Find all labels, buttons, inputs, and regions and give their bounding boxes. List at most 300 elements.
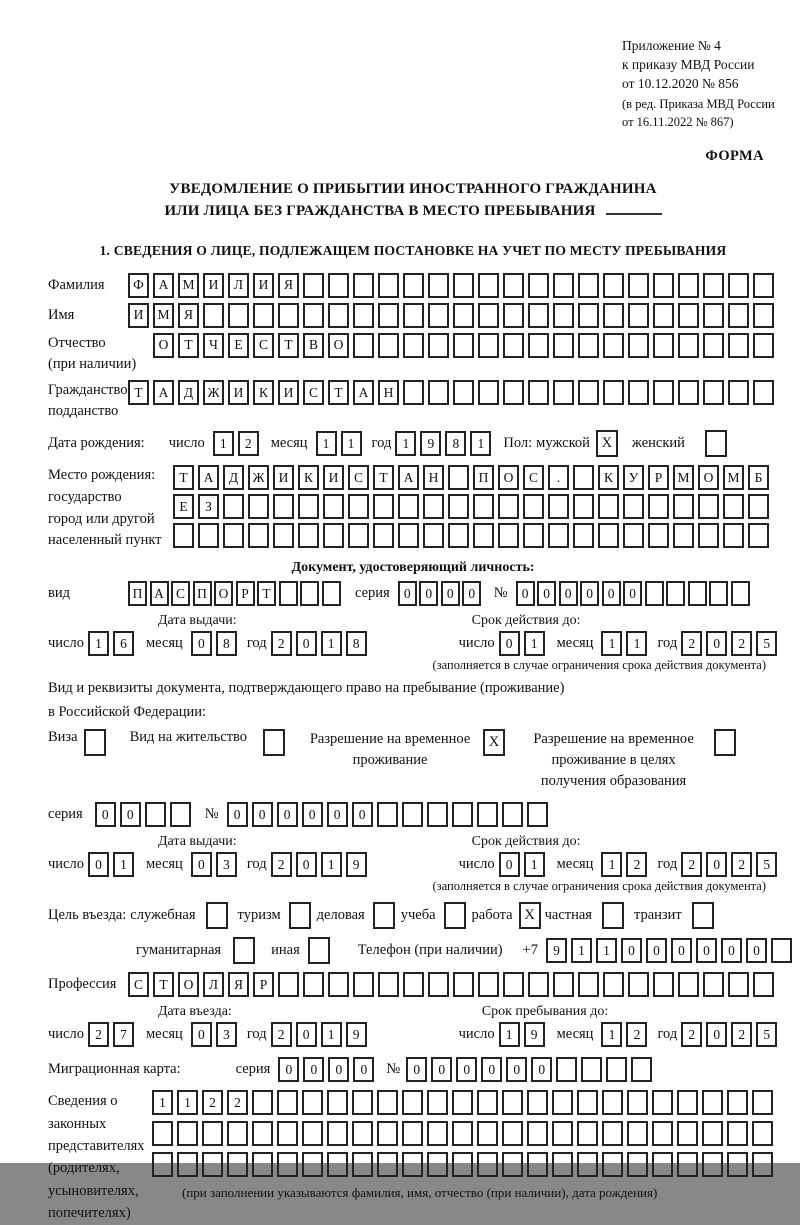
char-cell[interactable] <box>478 273 499 298</box>
char-cell[interactable]: 2 <box>731 1022 752 1047</box>
doc-series-boxes[interactable] <box>398 581 484 606</box>
char-cell[interactable]: 2 <box>238 431 259 456</box>
char-cell[interactable] <box>677 1121 698 1146</box>
char-cell[interactable]: 0 <box>706 1022 727 1047</box>
char-cell[interactable]: 0 <box>721 938 742 963</box>
char-cell[interactable]: И <box>228 380 249 405</box>
char-cell[interactable] <box>478 972 499 997</box>
permit-issue-day[interactable] <box>88 852 138 877</box>
char-cell[interactable] <box>327 1152 348 1177</box>
char-cell[interactable] <box>728 380 749 405</box>
char-cell[interactable]: К <box>598 465 619 490</box>
char-cell[interactable]: 0 <box>191 1022 212 1047</box>
purpose-work-checkbox[interactable]: X <box>519 902 541 929</box>
char-cell[interactable] <box>503 303 524 328</box>
purpose-study-checkbox[interactable] <box>444 902 466 929</box>
char-cell[interactable] <box>353 972 374 997</box>
char-cell[interactable] <box>202 1121 223 1146</box>
char-cell[interactable] <box>373 523 394 548</box>
residence-permit-checkbox[interactable] <box>263 729 285 756</box>
char-cell[interactable] <box>653 333 674 358</box>
entry-month[interactable] <box>191 1022 241 1047</box>
char-cell[interactable] <box>428 273 449 298</box>
char-cell[interactable]: Я <box>278 273 299 298</box>
char-cell[interactable] <box>323 523 344 548</box>
patronymic-boxes[interactable] <box>153 333 778 358</box>
char-cell[interactable]: Р <box>648 465 669 490</box>
char-cell[interactable] <box>753 303 774 328</box>
char-cell[interactable]: 0 <box>296 631 317 656</box>
char-cell[interactable] <box>627 1090 648 1115</box>
female-checkbox[interactable] <box>705 430 727 457</box>
char-cell[interactable]: 5 <box>756 1022 777 1047</box>
char-cell[interactable] <box>578 303 599 328</box>
char-cell[interactable] <box>573 465 594 490</box>
char-cell[interactable]: Я <box>178 303 199 328</box>
char-cell[interactable] <box>753 380 774 405</box>
char-cell[interactable] <box>728 303 749 328</box>
char-cell[interactable]: М <box>673 465 694 490</box>
char-cell[interactable] <box>527 802 548 827</box>
doc-valid-year[interactable] <box>681 631 781 656</box>
char-cell[interactable] <box>753 972 774 997</box>
char-cell[interactable]: К <box>253 380 274 405</box>
char-cell[interactable]: 9 <box>346 1022 367 1047</box>
char-cell[interactable] <box>248 494 269 519</box>
char-cell[interactable] <box>703 972 724 997</box>
char-cell[interactable] <box>702 1090 723 1115</box>
permit-number-boxes[interactable] <box>227 802 552 827</box>
char-cell[interactable] <box>727 1121 748 1146</box>
char-cell[interactable]: 2 <box>731 631 752 656</box>
char-cell[interactable]: 1 <box>341 431 362 456</box>
char-cell[interactable]: 0 <box>327 802 348 827</box>
char-cell[interactable] <box>223 523 244 548</box>
char-cell[interactable]: 0 <box>302 802 323 827</box>
char-cell[interactable] <box>352 1090 373 1115</box>
char-cell[interactable] <box>528 380 549 405</box>
char-cell[interactable]: К <box>298 465 319 490</box>
char-cell[interactable]: 1 <box>626 631 647 656</box>
char-cell[interactable]: 5 <box>756 631 777 656</box>
char-cell[interactable]: 0 <box>481 1057 502 1082</box>
char-cell[interactable] <box>478 380 499 405</box>
char-cell[interactable] <box>528 972 549 997</box>
char-cell[interactable] <box>177 1121 198 1146</box>
char-cell[interactable] <box>552 1090 573 1115</box>
char-cell[interactable] <box>403 972 424 997</box>
char-cell[interactable] <box>728 273 749 298</box>
char-cell[interactable]: М <box>153 303 174 328</box>
surname-boxes[interactable] <box>128 273 778 298</box>
char-cell[interactable]: 8 <box>445 431 466 456</box>
char-cell[interactable] <box>373 494 394 519</box>
char-cell[interactable] <box>598 523 619 548</box>
char-cell[interactable] <box>652 1152 673 1177</box>
char-cell[interactable] <box>553 273 574 298</box>
char-cell[interactable]: 0 <box>353 1057 374 1082</box>
legal-reps-boxes-row2[interactable] <box>152 1121 777 1146</box>
char-cell[interactable] <box>527 1121 548 1146</box>
temp-permit-edu-checkbox[interactable] <box>714 729 736 756</box>
char-cell[interactable] <box>602 1121 623 1146</box>
legal-reps-boxes-row3[interactable] <box>152 1152 777 1177</box>
char-cell[interactable]: 2 <box>731 852 752 877</box>
char-cell[interactable] <box>498 523 519 548</box>
char-cell[interactable] <box>573 523 594 548</box>
char-cell[interactable] <box>523 523 544 548</box>
char-cell[interactable] <box>703 273 724 298</box>
char-cell[interactable] <box>478 333 499 358</box>
char-cell[interactable]: П <box>473 465 494 490</box>
permit-issue-month[interactable] <box>191 852 241 877</box>
char-cell[interactable] <box>348 523 369 548</box>
char-cell[interactable] <box>145 802 166 827</box>
char-cell[interactable] <box>581 1057 602 1082</box>
char-cell[interactable] <box>703 303 724 328</box>
char-cell[interactable]: 0 <box>398 581 417 606</box>
char-cell[interactable] <box>452 802 473 827</box>
char-cell[interactable] <box>752 1090 773 1115</box>
char-cell[interactable] <box>728 972 749 997</box>
char-cell[interactable] <box>252 1152 273 1177</box>
char-cell[interactable]: 2 <box>227 1090 248 1115</box>
char-cell[interactable] <box>428 303 449 328</box>
char-cell[interactable] <box>378 303 399 328</box>
char-cell[interactable]: Ж <box>248 465 269 490</box>
char-cell[interactable] <box>352 1121 373 1146</box>
char-cell[interactable] <box>427 1121 448 1146</box>
char-cell[interactable] <box>653 273 674 298</box>
char-cell[interactable] <box>552 1152 573 1177</box>
permit-issue-year[interactable] <box>271 852 371 877</box>
char-cell[interactable] <box>648 494 669 519</box>
char-cell[interactable] <box>728 333 749 358</box>
char-cell[interactable] <box>423 494 444 519</box>
char-cell[interactable]: 1 <box>113 852 134 877</box>
char-cell[interactable]: А <box>153 380 174 405</box>
legal-reps-boxes-row1[interactable] <box>152 1090 777 1115</box>
char-cell[interactable] <box>628 303 649 328</box>
stay-month[interactable] <box>601 1022 651 1047</box>
char-cell[interactable] <box>403 273 424 298</box>
char-cell[interactable] <box>528 273 549 298</box>
char-cell[interactable] <box>753 333 774 358</box>
purpose-private-checkbox[interactable] <box>602 902 624 929</box>
char-cell[interactable]: 2 <box>681 1022 702 1047</box>
char-cell[interactable] <box>253 303 274 328</box>
char-cell[interactable]: 1 <box>601 1022 622 1047</box>
char-cell[interactable]: 2 <box>681 852 702 877</box>
char-cell[interactable] <box>606 1057 627 1082</box>
char-cell[interactable] <box>502 802 523 827</box>
char-cell[interactable] <box>666 581 685 606</box>
char-cell[interactable]: П <box>193 581 212 606</box>
char-cell[interactable]: Я <box>228 972 249 997</box>
char-cell[interactable] <box>498 494 519 519</box>
char-cell[interactable] <box>727 1090 748 1115</box>
char-cell[interactable] <box>578 273 599 298</box>
migration-number-boxes[interactable] <box>406 1057 656 1082</box>
char-cell[interactable]: 1 <box>601 852 622 877</box>
char-cell[interactable]: С <box>523 465 544 490</box>
char-cell[interactable] <box>678 273 699 298</box>
char-cell[interactable]: 1 <box>524 852 545 877</box>
char-cell[interactable]: Т <box>278 333 299 358</box>
char-cell[interactable]: В <box>303 333 324 358</box>
char-cell[interactable]: О <box>214 581 233 606</box>
char-cell[interactable]: А <box>198 465 219 490</box>
char-cell[interactable]: С <box>171 581 190 606</box>
doc-number-boxes[interactable] <box>516 581 753 606</box>
char-cell[interactable] <box>503 273 524 298</box>
permit-valid-day[interactable] <box>499 852 549 877</box>
citizenship-boxes[interactable] <box>128 380 778 405</box>
char-cell[interactable] <box>673 523 694 548</box>
char-cell[interactable] <box>653 380 674 405</box>
char-cell[interactable] <box>328 972 349 997</box>
visa-checkbox[interactable] <box>84 729 106 756</box>
char-cell[interactable]: 1 <box>499 1022 520 1047</box>
char-cell[interactable] <box>352 1152 373 1177</box>
char-cell[interactable] <box>453 380 474 405</box>
char-cell[interactable] <box>528 303 549 328</box>
char-cell[interactable]: Т <box>178 333 199 358</box>
char-cell[interactable]: 0 <box>95 802 116 827</box>
birth-day-boxes[interactable] <box>213 431 263 456</box>
char-cell[interactable]: С <box>348 465 369 490</box>
char-cell[interactable] <box>753 273 774 298</box>
char-cell[interactable] <box>227 1121 248 1146</box>
char-cell[interactable]: 1 <box>321 852 342 877</box>
char-cell[interactable] <box>277 1121 298 1146</box>
char-cell[interactable]: Ф <box>128 273 149 298</box>
char-cell[interactable]: 0 <box>621 938 642 963</box>
char-cell[interactable] <box>552 1121 573 1146</box>
char-cell[interactable]: 0 <box>531 1057 552 1082</box>
char-cell[interactable] <box>273 523 294 548</box>
char-cell[interactable] <box>553 380 574 405</box>
phone-boxes[interactable] <box>546 938 796 963</box>
char-cell[interactable] <box>602 1152 623 1177</box>
char-cell[interactable]: Т <box>173 465 194 490</box>
char-cell[interactable]: 2 <box>681 631 702 656</box>
char-cell[interactable]: И <box>323 465 344 490</box>
char-cell[interactable]: 0 <box>419 581 438 606</box>
char-cell[interactable] <box>603 333 624 358</box>
char-cell[interactable] <box>577 1152 598 1177</box>
char-cell[interactable]: Н <box>423 465 444 490</box>
char-cell[interactable]: И <box>253 273 274 298</box>
char-cell[interactable] <box>423 523 444 548</box>
char-cell[interactable] <box>453 333 474 358</box>
char-cell[interactable]: 1 <box>213 431 234 456</box>
char-cell[interactable] <box>648 523 669 548</box>
char-cell[interactable]: 0 <box>303 1057 324 1082</box>
char-cell[interactable] <box>303 972 324 997</box>
char-cell[interactable] <box>702 1121 723 1146</box>
char-cell[interactable]: 0 <box>746 938 767 963</box>
char-cell[interactable]: 7 <box>113 1022 134 1047</box>
char-cell[interactable]: 0 <box>499 631 520 656</box>
char-cell[interactable] <box>702 1152 723 1177</box>
char-cell[interactable]: 0 <box>602 581 621 606</box>
char-cell[interactable] <box>603 972 624 997</box>
char-cell[interactable] <box>553 333 574 358</box>
char-cell[interactable] <box>202 1152 223 1177</box>
char-cell[interactable]: 1 <box>470 431 491 456</box>
char-cell[interactable]: О <box>698 465 719 490</box>
char-cell[interactable]: 0 <box>516 581 535 606</box>
stay-year[interactable] <box>681 1022 781 1047</box>
char-cell[interactable] <box>652 1090 673 1115</box>
char-cell[interactable] <box>302 1090 323 1115</box>
char-cell[interactable] <box>327 1121 348 1146</box>
char-cell[interactable]: У <box>623 465 644 490</box>
char-cell[interactable]: О <box>153 333 174 358</box>
permit-valid-year[interactable] <box>681 852 781 877</box>
char-cell[interactable]: Ж <box>203 380 224 405</box>
char-cell[interactable]: Ч <box>203 333 224 358</box>
char-cell[interactable]: Е <box>228 333 249 358</box>
char-cell[interactable]: 0 <box>696 938 717 963</box>
char-cell[interactable] <box>631 1057 652 1082</box>
char-cell[interactable] <box>452 1090 473 1115</box>
birth-year-boxes[interactable] <box>395 431 495 456</box>
char-cell[interactable] <box>248 523 269 548</box>
char-cell[interactable] <box>502 1152 523 1177</box>
char-cell[interactable]: 0 <box>252 802 273 827</box>
char-cell[interactable]: С <box>253 333 274 358</box>
char-cell[interactable]: 1 <box>316 431 337 456</box>
char-cell[interactable]: 9 <box>546 938 567 963</box>
char-cell[interactable]: 0 <box>462 581 481 606</box>
char-cell[interactable] <box>578 380 599 405</box>
char-cell[interactable]: 0 <box>352 802 373 827</box>
char-cell[interactable]: 2 <box>271 1022 292 1047</box>
char-cell[interactable]: О <box>498 465 519 490</box>
char-cell[interactable] <box>628 972 649 997</box>
char-cell[interactable] <box>628 380 649 405</box>
char-cell[interactable] <box>678 333 699 358</box>
char-cell[interactable] <box>298 494 319 519</box>
char-cell[interactable]: . <box>548 465 569 490</box>
char-cell[interactable] <box>752 1121 773 1146</box>
char-cell[interactable]: Л <box>228 273 249 298</box>
char-cell[interactable]: 0 <box>456 1057 477 1082</box>
char-cell[interactable] <box>673 494 694 519</box>
char-cell[interactable] <box>553 303 574 328</box>
char-cell[interactable] <box>628 273 649 298</box>
char-cell[interactable] <box>402 1121 423 1146</box>
char-cell[interactable] <box>402 1152 423 1177</box>
char-cell[interactable]: 0 <box>88 852 109 877</box>
char-cell[interactable]: И <box>278 380 299 405</box>
char-cell[interactable] <box>452 1152 473 1177</box>
char-cell[interactable] <box>653 972 674 997</box>
char-cell[interactable] <box>302 1121 323 1146</box>
char-cell[interactable] <box>177 1152 198 1177</box>
char-cell[interactable] <box>678 972 699 997</box>
char-cell[interactable] <box>703 380 724 405</box>
char-cell[interactable]: Е <box>173 494 194 519</box>
char-cell[interactable] <box>548 494 569 519</box>
char-cell[interactable]: А <box>353 380 374 405</box>
doc-issue-day[interactable] <box>88 631 138 656</box>
char-cell[interactable]: 0 <box>706 631 727 656</box>
char-cell[interactable] <box>403 303 424 328</box>
char-cell[interactable] <box>273 494 294 519</box>
char-cell[interactable]: Д <box>223 465 244 490</box>
char-cell[interactable] <box>403 333 424 358</box>
char-cell[interactable] <box>322 581 341 606</box>
migration-series-boxes[interactable] <box>278 1057 378 1082</box>
char-cell[interactable]: Т <box>153 972 174 997</box>
char-cell[interactable]: И <box>203 273 224 298</box>
char-cell[interactable]: 2 <box>626 852 647 877</box>
char-cell[interactable] <box>677 1152 698 1177</box>
birth-place-boxes-row2[interactable] <box>173 494 773 519</box>
char-cell[interactable]: 3 <box>216 852 237 877</box>
char-cell[interactable] <box>348 494 369 519</box>
char-cell[interactable]: 1 <box>88 631 109 656</box>
char-cell[interactable]: 8 <box>346 631 367 656</box>
char-cell[interactable]: 0 <box>431 1057 452 1082</box>
char-cell[interactable] <box>623 494 644 519</box>
char-cell[interactable]: Л <box>203 972 224 997</box>
char-cell[interactable] <box>203 303 224 328</box>
char-cell[interactable]: 0 <box>623 581 642 606</box>
char-cell[interactable]: О <box>178 972 199 997</box>
char-cell[interactable] <box>752 1152 773 1177</box>
char-cell[interactable]: 2 <box>626 1022 647 1047</box>
birth-month-boxes[interactable] <box>316 431 366 456</box>
char-cell[interactable]: 0 <box>277 802 298 827</box>
purpose-business-checkbox[interactable] <box>373 902 395 929</box>
char-cell[interactable] <box>328 303 349 328</box>
char-cell[interactable] <box>731 581 750 606</box>
char-cell[interactable]: 0 <box>499 852 520 877</box>
char-cell[interactable] <box>703 333 724 358</box>
char-cell[interactable] <box>300 581 319 606</box>
char-cell[interactable] <box>578 333 599 358</box>
char-cell[interactable] <box>477 1152 498 1177</box>
char-cell[interactable] <box>277 1090 298 1115</box>
char-cell[interactable] <box>573 494 594 519</box>
char-cell[interactable] <box>377 1121 398 1146</box>
char-cell[interactable]: 0 <box>506 1057 527 1082</box>
char-cell[interactable]: Р <box>253 972 274 997</box>
char-cell[interactable] <box>645 581 664 606</box>
char-cell[interactable] <box>227 1152 248 1177</box>
char-cell[interactable]: Т <box>373 465 394 490</box>
char-cell[interactable] <box>652 1121 673 1146</box>
char-cell[interactable] <box>453 303 474 328</box>
char-cell[interactable]: 2 <box>271 852 292 877</box>
char-cell[interactable] <box>503 333 524 358</box>
char-cell[interactable]: 0 <box>296 852 317 877</box>
char-cell[interactable] <box>502 1090 523 1115</box>
char-cell[interactable] <box>228 303 249 328</box>
char-cell[interactable]: 1 <box>601 631 622 656</box>
permit-valid-month[interactable] <box>601 852 651 877</box>
char-cell[interactable] <box>603 303 624 328</box>
char-cell[interactable]: 1 <box>177 1090 198 1115</box>
char-cell[interactable] <box>298 523 319 548</box>
char-cell[interactable]: 0 <box>120 802 141 827</box>
char-cell[interactable] <box>771 938 792 963</box>
char-cell[interactable]: 9 <box>420 431 441 456</box>
